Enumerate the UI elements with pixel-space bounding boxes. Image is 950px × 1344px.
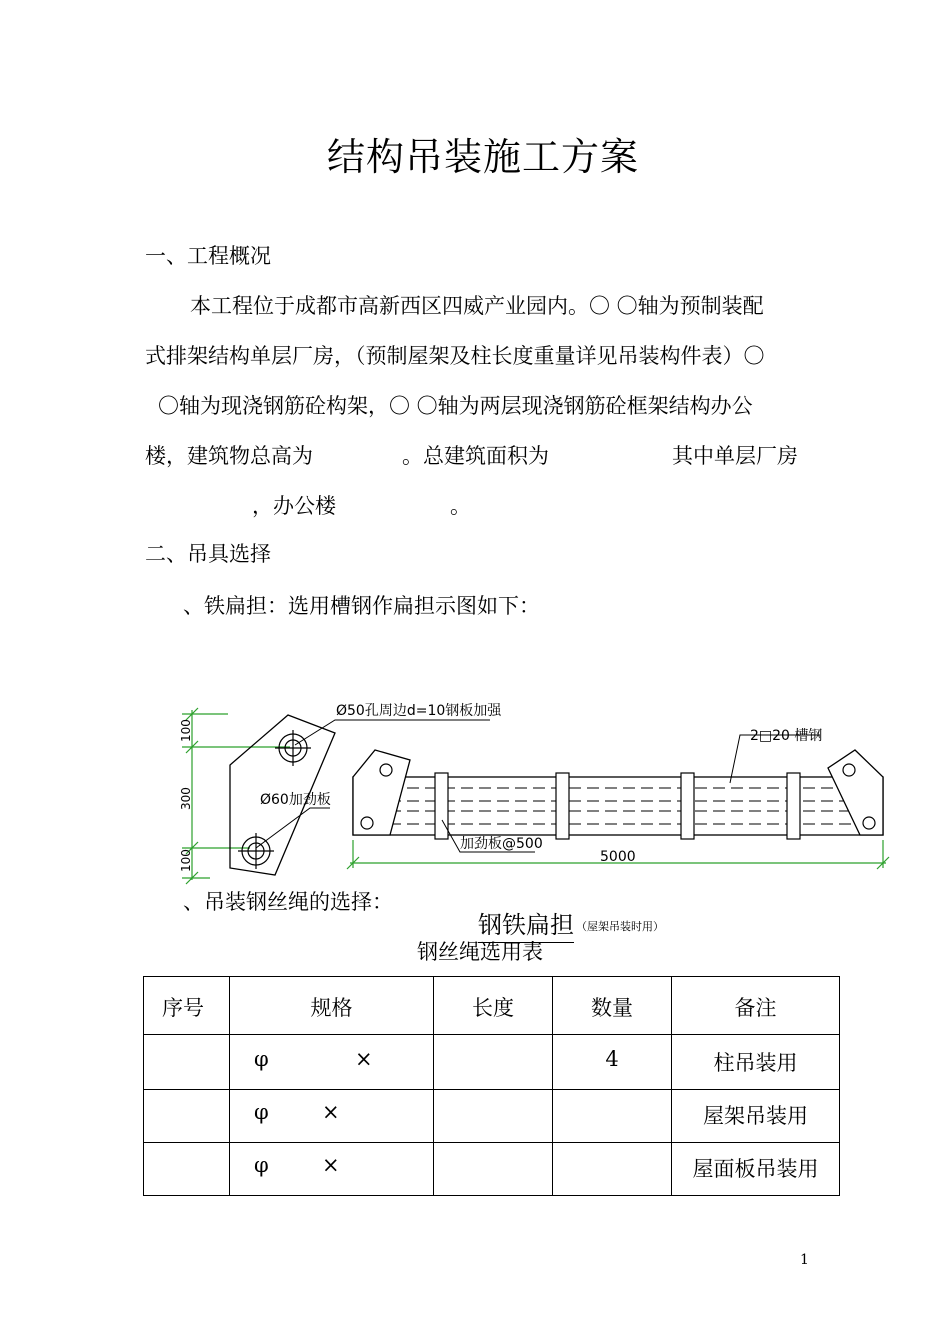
overview-line-4c: 其中单层厂房 <box>672 444 798 468</box>
header-spec: 规格 <box>310 996 353 1020</box>
page-number: 1 <box>800 1252 809 1268</box>
label-channel: 2□20 槽钢 <box>750 728 823 744</box>
item-wire-rope: 、吊装钢丝绳的选择： <box>183 890 393 914</box>
cell-note: 屋架吊装用 <box>703 1104 808 1128</box>
label-stiffener-dia: Ø60加劲板 <box>260 792 331 808</box>
label-hole: Ø50孔周边d=10钢板加强 <box>336 703 502 719</box>
cell-times: × <box>355 1047 373 1071</box>
stiffener-plates <box>435 773 800 839</box>
cell-note: 柱吊装用 <box>713 1051 798 1075</box>
table-row <box>144 1090 840 1143</box>
cell-times: × <box>322 1100 340 1124</box>
dim-300: 300 <box>179 787 193 810</box>
overview-line-3: 〇轴为现浇钢筋砼构架，〇 〇轴为两层现浇钢筋砼框架结构办公 <box>158 394 753 418</box>
cell-phi: φ <box>254 1100 269 1124</box>
dim-length: 5000 <box>600 849 636 865</box>
header-note: 备注 <box>734 996 777 1020</box>
table-title: 钢丝绳选用表 <box>417 940 543 964</box>
overview-line-5b: 。 <box>450 494 471 518</box>
overview-line-2: 式排架结构单层厂房，（预制屋架及柱长度重量详见吊装构件表）〇 <box>145 344 765 368</box>
cell-times: × <box>322 1153 340 1177</box>
cell-note: 屋面板吊装用 <box>692 1157 819 1181</box>
diagram-caption-note: （屋架吊装时用） <box>576 920 664 933</box>
header-length: 长度 <box>472 996 514 1020</box>
label-stiffener-spacing: 加劲板@500 <box>460 836 543 852</box>
header-qty: 数量 <box>591 996 633 1020</box>
header-no: 序号 <box>162 996 204 1020</box>
section-heading-rigging: 二、吊具选择 <box>145 542 271 566</box>
section-heading-overview: 一、工程概况 <box>145 244 271 268</box>
beam-hidden-lines <box>353 788 883 824</box>
dim-100-bottom: 100 <box>179 849 193 872</box>
item-spreader-beam: 、铁扁担：选用槽钢作扁担示图如下： <box>183 594 540 618</box>
document-title: 结构吊装施工方案 <box>326 135 639 179</box>
table-row <box>144 1035 840 1090</box>
hole-leader <box>295 720 490 745</box>
cell-phi: φ <box>254 1047 269 1071</box>
overview-line-4a: 楼，建筑物总高为 <box>145 444 313 468</box>
overview-line-5a: ，办公楼 <box>252 494 336 518</box>
dim-100-top: 100 <box>179 719 193 742</box>
overview-line-4b: 。总建筑面积为 <box>402 444 549 468</box>
wire-rope-table <box>143 976 840 1196</box>
channel-beam <box>353 777 883 835</box>
cell-qty: 4 <box>605 1047 619 1071</box>
table-header-row <box>144 977 840 1035</box>
table-row <box>144 1143 840 1196</box>
diagram-caption: 钢铁扁担 <box>478 905 574 943</box>
cell-phi: φ <box>254 1153 269 1177</box>
overview-line-1: 本工程位于成都市高新西区四威产业园内。〇 〇轴为预制装配 <box>190 294 764 318</box>
